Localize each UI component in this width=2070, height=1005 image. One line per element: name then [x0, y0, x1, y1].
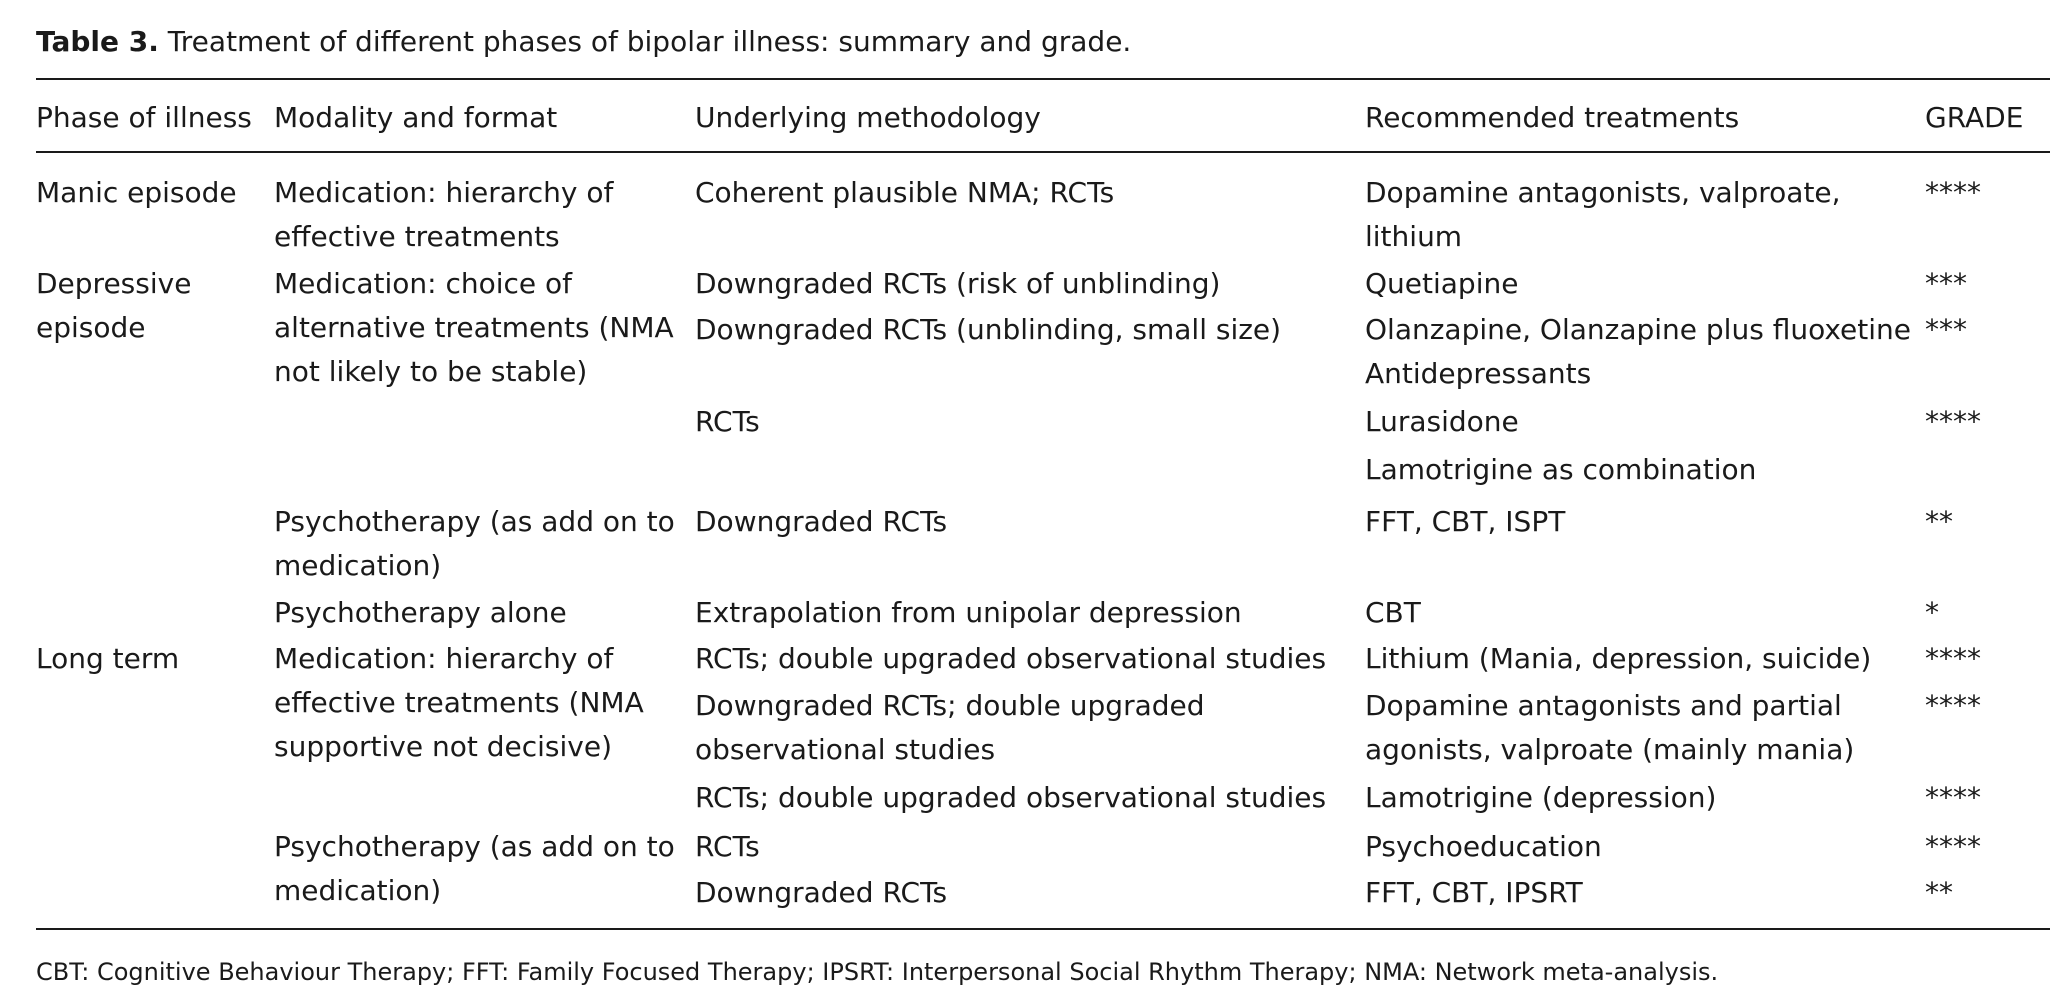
modality-cell: Medication: hierarchy of — [274, 176, 614, 209]
header-modality: Modality and format — [274, 101, 558, 134]
methodology-cell: Downgraded RCTs — [695, 876, 948, 909]
grade-cell: **** — [1925, 176, 1981, 209]
treatment-cell: Lamotrigine as combination — [1365, 453, 1757, 486]
grade-cell: **** — [1925, 642, 1981, 675]
treatment-cell: Lithium (Mania, depression, suicide) — [1365, 642, 1872, 675]
modality-cell: Psychotherapy alone — [274, 596, 567, 629]
phase-long-term: Long term — [36, 642, 180, 675]
header-grade: GRADE — [1925, 101, 2024, 134]
phase-manic: Manic episode — [36, 176, 237, 209]
top-rule — [36, 78, 2050, 80]
grade-cell: **** — [1925, 781, 1981, 814]
methodology-cell: RCTs — [695, 830, 760, 863]
header-phase: Phase of illness — [36, 101, 252, 134]
methodology-cell: Extrapolation from unipolar depression — [695, 596, 1242, 629]
header-treatments: Recommended treatments — [1365, 101, 1740, 134]
treatment-cell: Psychoeducation — [1365, 830, 1602, 863]
methodology-cell: RCTs; double upgraded observational studies — [695, 781, 1327, 814]
table-footnote: CBT: Cognitive Behaviour Therapy; FFT: Family Focused Therapy; IPSRT: Interpersonal Social Rhythm Therapy; NMA: Network meta-analysis. — [36, 958, 1719, 986]
treatment-cell: CBT — [1365, 596, 1421, 629]
methodology-cell: Downgraded RCTs (unblinding, small size) — [695, 313, 1282, 346]
caption-text: Treatment of different phases of bipolar illness: summary and grade. — [167, 25, 1132, 58]
treatment-cell: Lurasidone — [1365, 405, 1519, 438]
modality-cell: alternative treatments (NMA — [274, 311, 674, 344]
treatment-cell: Dopamine antagonists and partial — [1365, 689, 1842, 722]
methodology-cell: RCTs; double upgraded observational studies — [695, 642, 1327, 675]
modality-cell: Medication: hierarchy of — [274, 642, 614, 675]
treatment-cell: Quetiapine — [1365, 267, 1519, 300]
methodology-cell: RCTs — [695, 405, 760, 438]
modality-cell: Medication: choice of — [274, 267, 573, 300]
grade-cell: *** — [1925, 313, 1967, 346]
treatment-cell: Dopamine antagonists, valproate, — [1365, 176, 1841, 209]
modality-cell: effective treatments — [274, 220, 560, 253]
modality-cell: effective treatments (NMA — [274, 686, 644, 719]
bottom-rule — [36, 928, 2050, 930]
modality-cell: medication) — [274, 549, 442, 582]
methodology-cell: Downgraded RCTs; double upgraded — [695, 689, 1205, 722]
modality-cell: supportive not decisive) — [274, 730, 612, 763]
treatment-cell: Antidepressants — [1365, 357, 1592, 390]
treatment-cell: agonists, valproate (mainly mania) — [1365, 733, 1855, 766]
modality-cell: not likely to be stable) — [274, 355, 588, 388]
header-methodology: Underlying methodology — [695, 101, 1041, 134]
treatment-cell: Lamotrigine (depression) — [1365, 781, 1717, 814]
grade-cell: **** — [1925, 830, 1981, 863]
header-rule — [36, 151, 2050, 153]
treatment-cell: FFT, CBT, ISPT — [1365, 505, 1566, 538]
treatment-cell: lithium — [1365, 220, 1463, 253]
grade-cell: **** — [1925, 405, 1981, 438]
methodology-cell: Downgraded RCTs (risk of unblinding) — [695, 267, 1221, 300]
phase-depressive: Depressive — [36, 267, 192, 300]
treatment-cell: Olanzapine, Olanzapine plus fluoxetine — [1365, 313, 1912, 346]
table-caption — [36, 22, 1131, 62]
methodology-cell: Downgraded RCTs — [695, 505, 948, 538]
methodology-cell: observational studies — [695, 733, 996, 766]
caption-label: Table 3. — [36, 25, 159, 58]
methodology-cell: Coherent plausible NMA; RCTs — [695, 176, 1115, 209]
grade-cell: ** — [1925, 876, 1953, 909]
grade-cell: ** — [1925, 505, 1953, 538]
phase-depressive: episode — [36, 311, 146, 344]
modality-cell: Psychotherapy (as add on to — [274, 505, 675, 538]
grade-cell: *** — [1925, 267, 1967, 300]
modality-cell: Psychotherapy (as add on to — [274, 830, 675, 863]
treatment-cell: FFT, CBT, IPSRT — [1365, 876, 1583, 909]
grade-cell: * — [1925, 596, 1939, 629]
grade-cell: **** — [1925, 689, 1981, 722]
modality-cell: medication) — [274, 874, 442, 907]
